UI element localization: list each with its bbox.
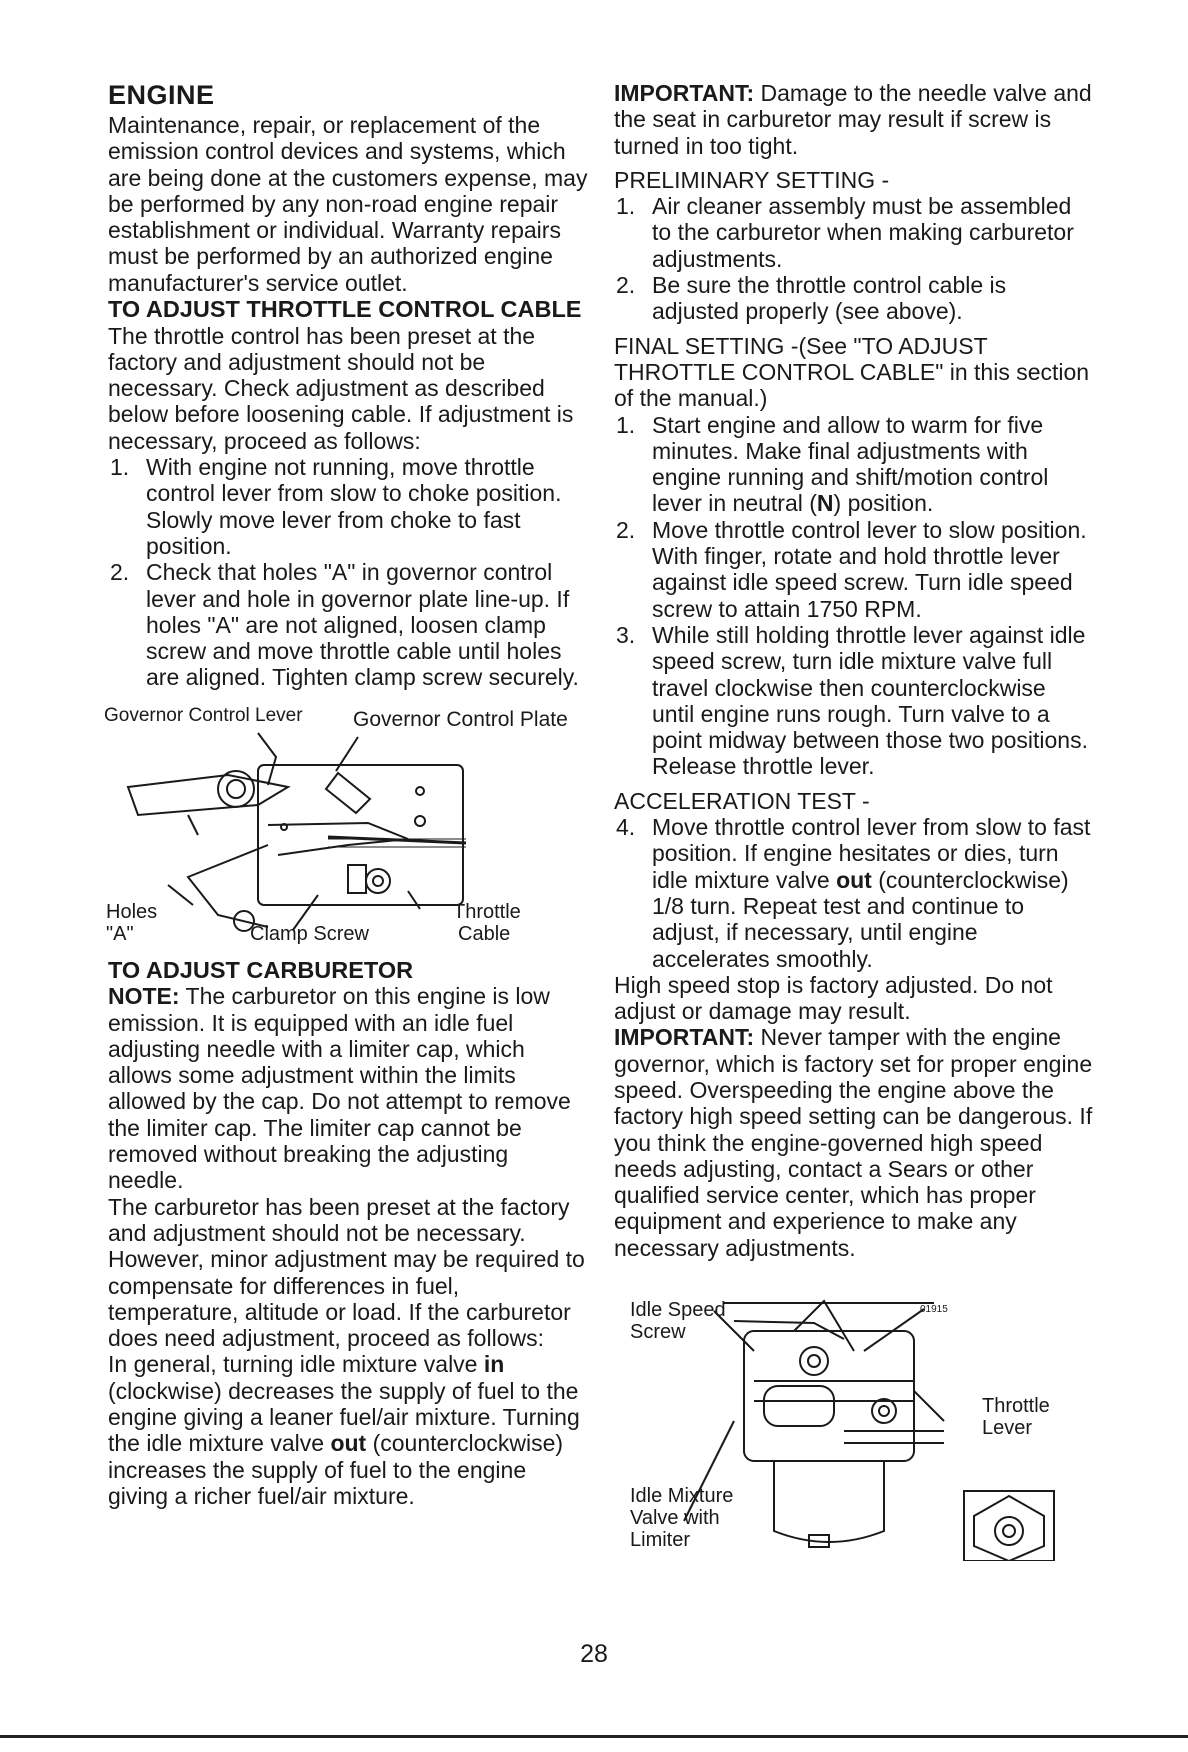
step-number: 2. [110,559,130,586]
step-number: 1. [110,454,130,481]
label-governor-control-lever: Governor Control Lever [104,704,303,726]
label-throttle: Throttle [982,1395,1050,1418]
final-step-2 [614,517,1094,622]
throttle-step-1 [108,454,590,559]
step-number: 3. [616,621,636,648]
label-valve-with: Valve with [630,1507,720,1530]
step-text: Start engine and allow to warm for five minutes. Make final adjustments with engine running and shift/motion control lever in neutral ( [652,411,1049,517]
throttle-step-2 [108,559,590,690]
carburetor-figure [614,1291,1094,1561]
step-number: 2. [616,516,636,543]
acceleration-step-4 [614,814,1094,972]
step-number: 4. [616,814,636,841]
label-clamp-screw: Clamp Screw [250,922,369,945]
label-governor-control-plate: Governor Control Plate [353,707,568,731]
important-1-lead: IMPORTANT: [614,80,755,106]
label-holes-a: "A" [106,922,134,945]
engine-heading: ENGINE [108,80,215,110]
preliminary-steps [614,193,1094,324]
label-holes: Holes [106,900,158,923]
step-text: Move throttle control lever to slow position. With finger, rotate and hold throttle lever against idle speed screw. Turn idle speed screw to attain 1750 RPM. [652,516,1087,622]
part-code: 01915 [920,1304,948,1316]
right-column [614,80,1094,1561]
step-text: With engine not running, move throttle control lever from slow to choke position. Slowly move lever from choke to fast position. [146,454,562,559]
note-text: The carburetor on this engine is low emission. It is equipped with an idle fuel adjusting needle with a limiter cap, which allows some adjustment within the limits allowed by the cap. Do not attempt to remove the limiter cap. The limiter cap cannot be removed without breaking the adjusting needle. [108,983,571,1194]
final-steps [614,412,1094,780]
step-number: 2. [616,272,636,299]
high-speed-text: High speed stop is factory adjusted. Do not adjust or damage may result. [614,971,1053,1025]
note-paragraph [108,983,590,1193]
note-lead: NOTE: [108,983,180,1010]
page-number: 28 [580,1640,608,1668]
throttle-intro: The throttle control has been preset at the factory and adjustment should not be necessary. Check adjustment as described below before loosening cable. If adjustment is necessary, proceed as follows: [108,322,574,454]
step-text: Air cleaner assembly must be assembled to the carburetor when making carburetor adjustments. [652,193,1074,272]
carburetor-heading: TO ADJUST CARBURETOR [108,956,414,983]
acceleration-heading: ACCELERATION TEST - [614,787,870,814]
step-bold: out [836,866,872,893]
left-column [104,80,590,1509]
acceleration-steps [614,814,1094,972]
throttle-heading: TO ADJUST THROTTLE CONTROL CABLE [108,296,582,323]
step-text-end: (counterclockwise) 1/8 turn. Repeat test and continue to adjust, if necessary, until engine accelerates smoothly. [652,866,1069,972]
final-step-1 [614,412,1094,517]
general-bold-out: out [330,1430,367,1457]
governor-figure [104,704,590,945]
preliminary-step-1 [614,193,1094,272]
step-text-end: ) position. [833,490,934,517]
general-text-c: (counterclockwise) increases the supply of fuel to the engine giving a richer fuel/air mixture. [108,1430,564,1509]
important-1-paragraph [614,80,1094,159]
step-number: 1. [616,193,636,220]
preliminary-step-2 [614,272,1094,325]
general-bold-in: in [483,1351,505,1378]
final-setting-heading: FINAL SETTING -(See "TO ADJUST THROTTLE CONTROL CABLE" in this section of the manual.) [614,332,1090,412]
engine-text: Maintenance, repair, or replacement of the emission control devices and systems, which are being done at the customers expense, may be performed by any non-road engine repair establishment or individual. Warranty repairs must be performed by an authorized engine manufacturer's service outlet. [108,112,588,296]
label-lever: Lever [982,1417,1033,1440]
label-idle-speed: Idle Speed [630,1299,726,1322]
important-1-text: Damage to the needle valve and the seat in carburetor may result if screw is turned in too tight. [614,80,1092,159]
step-text: Check that holes "A" in governor control lever and hole in governor plate line-up. If holes "A" are not aligned, loosen clamp screw and move throttle cable until holes are aligned. Tighten clamp screw securely. [146,559,579,691]
step-text: While still holding throttle lever against idle speed screw, turn idle mixture valve full travel clockwise then counterclockwise until engine runs rough. Turn valve to a point midway between those two positions. Release throttle lever. [652,621,1088,780]
step-text: Move throttle control lever from slow to fast position. If engine hesitates or dies, turn idle mixture valve [652,814,1091,893]
label-cable: Cable [458,922,511,945]
label-idle-mixture: Idle Mixture [630,1485,734,1508]
label-throttle: Throttle [453,900,521,923]
general-paragraph [108,1351,590,1509]
throttle-steps [108,454,590,691]
bottom-rule [0,1735,1188,1738]
step-text: Be sure the throttle control cable is adjusted properly (see above). [652,272,1007,325]
label-screw: Screw [630,1321,686,1344]
important-2-paragraph [614,1024,1094,1261]
final-step-3 [614,622,1094,780]
general-text-b: (clockwise) decreases the supply of fuel to the engine giving a leaner fuel/air mixture. Turning the idle mixture valve [108,1377,580,1457]
important-2-text: Never tamper with the engine governor, which is factory set for proper engine speed. Overspeeding the engine above the factory high speed setting can be dangerous. If you think the engine-governed high speed needs adjusting, contact a Sears or other qualified service center, which has proper equipment and experience to make any necessary adjustments. [614,1024,1093,1261]
preset-text: The carburetor has been preset at the factory and adjustment should not be necessary. However, minor adjustment may be required to compensate for differences in fuel, temperature, altitude or load. If the carburetor does need adjustment, proceed as follows: [108,1193,585,1352]
general-text-a: In general, turning idle mixture valve [108,1351,484,1378]
step-number: 1. [616,411,636,438]
important-2-lead: IMPORTANT: [614,1024,755,1051]
label-limiter: Limiter [630,1529,691,1552]
step-bold: N [816,490,834,517]
preliminary-heading: PRELIMINARY SETTING - [614,166,890,193]
